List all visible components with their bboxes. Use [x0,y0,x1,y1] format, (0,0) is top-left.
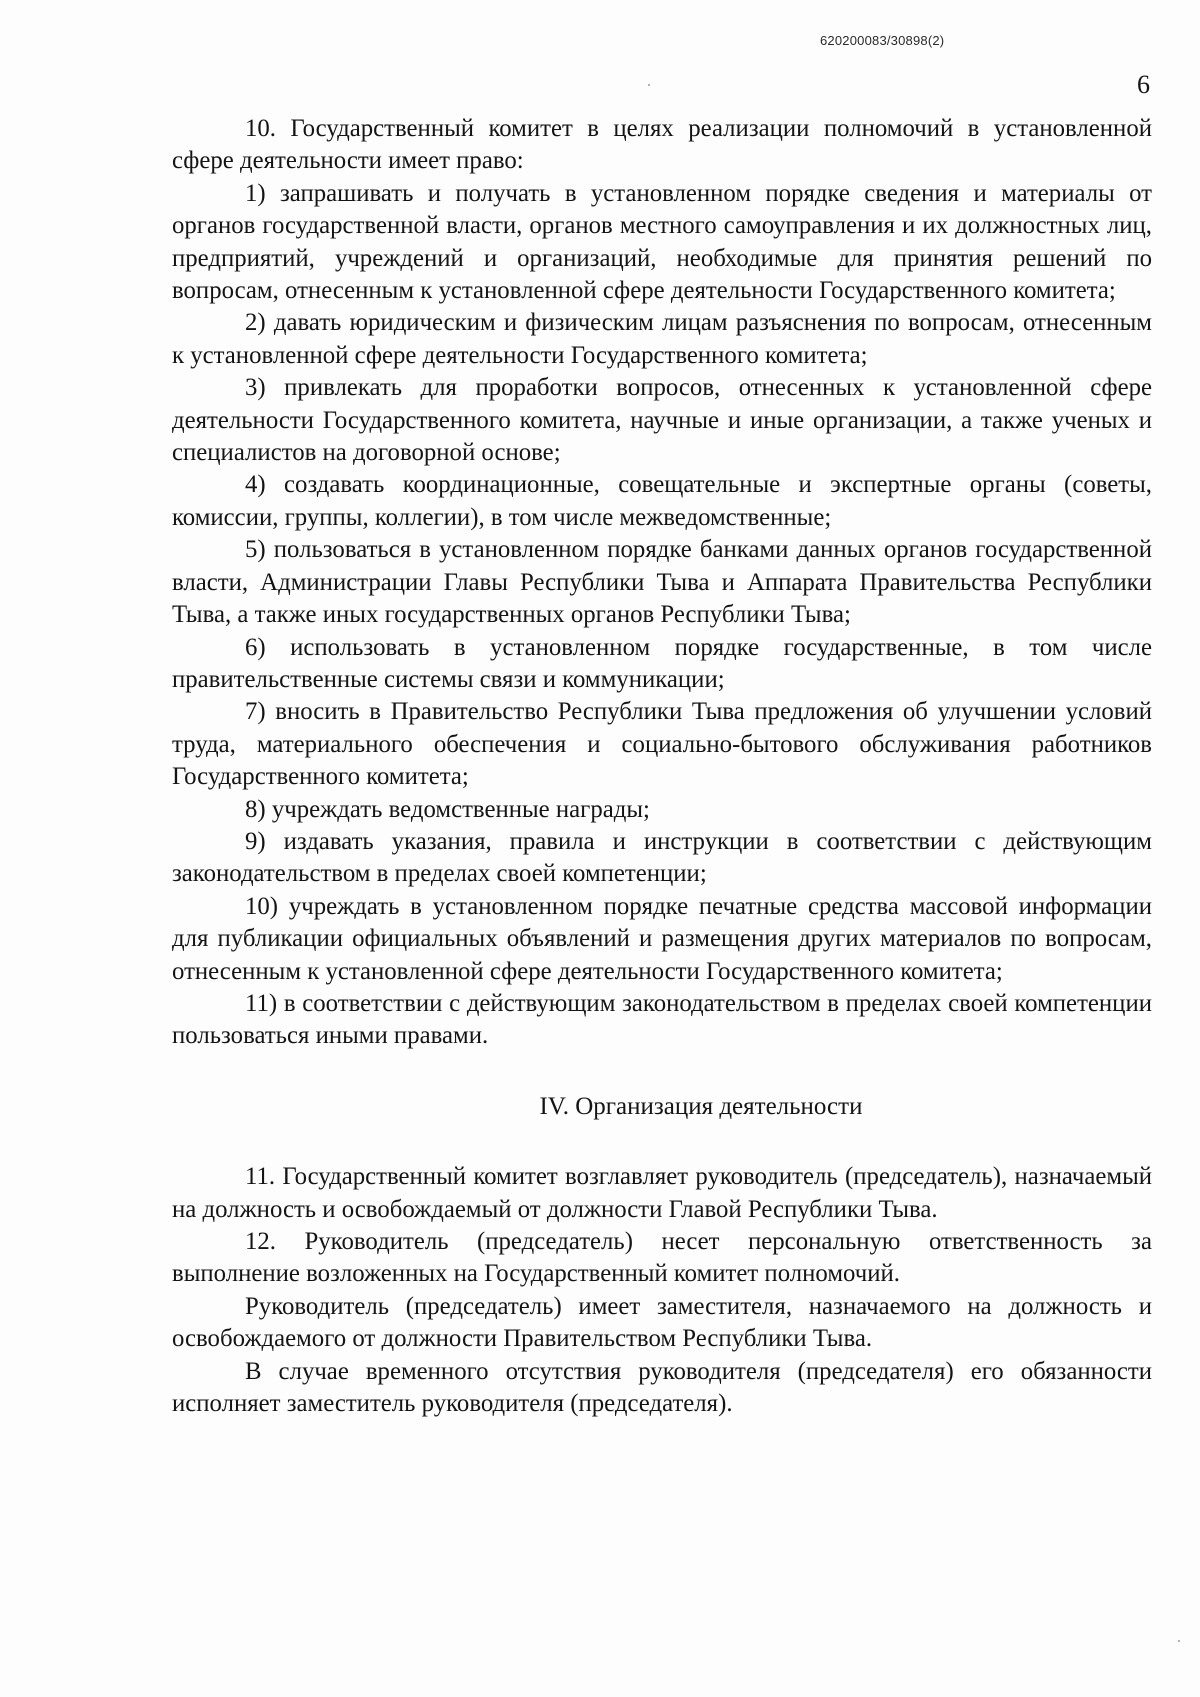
scan-speck [1178,1640,1180,1642]
document-code: 620200083/30898(2) [820,33,945,48]
list-item-3: 3) привлекать для проработки вопросов, отнесенных к установленной сфере деятельности Государственного комитета, научные и иные организации, а также ученых и специалистов на договорной основе; [172,374,1152,467]
paragraph-11: 11. Государственный комитет возглавляет руководитель (председатель), назначаемый на должность и освобождаемый от должности Главой Республики Тыва. [172,1163,1152,1223]
list-item-10: 10) учреждать в установленном порядке печатные средства массовой информации для публикации официальных объявлений и размещения других материалов по вопросам, отнесенным к установленной сфере деятельности Государственного комитета; [172,892,1152,985]
paragraph-deputy: Руководитель (председатель) имеет заместителя, назначаемого на должность и освобождаемого от должности Правительством Республики Тыва. [172,1292,1152,1353]
list-item-4: 4) создавать координационные, совещательные и экспертные органы (советы, комиссии, группы, коллегии), в том числе межведомственные; [172,471,1152,531]
list-item-11: 11) в соответствии с действующим законодательством в пределах своей компетенции пользоваться иными правами. [172,989,1152,1050]
section-heading: IV. Организация деятельности [539,1092,863,1120]
list-item-8: 8) учреждать ведомственные награды; [245,795,650,823]
list-item-9: 9) издавать указания, правила и инструкции в соответствии с действующим законодательством в пределах своей компетенции; [172,827,1152,888]
list-item-6: 6) использовать в установленном порядке государственные, в том числе правительственные системы связи и коммуникации; [172,633,1152,693]
document-body [172,113,1152,1420]
list-item-7: 7) вносить в Правительство Республики Тыва предложения об улучшении условий труда, материального обеспечения и социально-бытового обслуживания работников Государственного комитета; [172,698,1152,791]
paragraph-absence: В случае временного отсутствия руководителя (председателя) его обязанности исполняет заместитель руководителя (председателя). [172,1357,1152,1418]
list-item-1: 1) запрашивать и получать в установленном порядке сведения и материалы от органов государственной власти, органов местного самоуправления и их должностных лиц, предприятий, учреждений и организаций, необходимые для принятия решений по вопросам, отнесенным к установленной сфере деятельности Государственного комитета; [172,179,1152,305]
scan-speck [648,84,650,86]
paragraph-10: 10. Государственный комитет в целях реализации полномочий в установленной сфере деятельности имеет право: [172,115,1152,175]
list-item-2: 2) давать юридическим и физическим лицам разъяснения по вопросам, отнесенным к установленной сфере деятельности Государственного комитета; [172,309,1152,369]
list-item-5: 5) пользоваться в установленном порядке банками данных органов государственной власти, Администрации Главы Республики Тыва и Аппарата Правительства Республики Тыва, а также иных государственных органов Республики Тыва; [172,536,1152,629]
paragraph-12: 12. Руководитель (председатель) несет персональную ответственность за выполнение возложенных на Государственный комитет полномочий. [172,1228,1152,1288]
page-number: 6 [1137,70,1150,99]
